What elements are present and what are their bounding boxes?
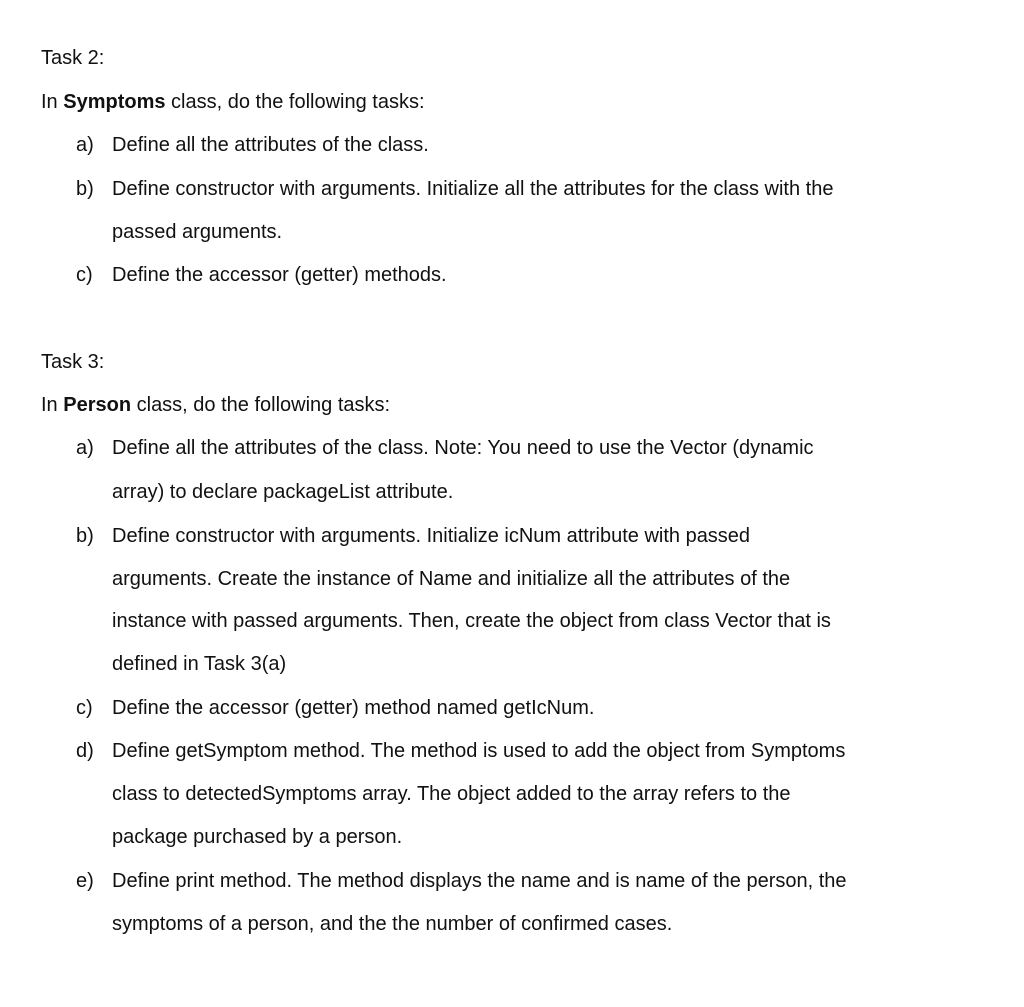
task3-item-c-text: Define the accessor (getter) method named getIcNum. <box>112 697 595 719</box>
task3-item-a-marker: a) <box>76 437 94 459</box>
task2-item-c-marker: c) <box>76 264 93 286</box>
task3-item-d-text-cont-2: package purchased by a person. <box>112 826 403 848</box>
task2-intro <box>41 90 425 114</box>
task2-heading: Task 2: <box>41 47 105 69</box>
task2-item-c-text: Define the accessor (getter) methods. <box>112 264 447 286</box>
task2-class-name: Symptoms <box>63 91 166 113</box>
task2-item-b-text: Define constructor with arguments. Initialize all the attributes for the class with the <box>112 178 834 200</box>
task3-item-c-marker: c) <box>76 697 93 719</box>
task3-item-b-text-cont-3: defined in Task 3(a) <box>112 653 287 675</box>
task3-item-b-text-cont-1: arguments. Create the instance of Name and initialize all the attributes of the <box>112 568 791 590</box>
task2-item-a-text: Define all the attributes of the class. <box>112 134 429 156</box>
task3-intro-prefix: In <box>41 394 64 416</box>
task2-intro-suffix: class, do the following tasks: <box>165 91 425 113</box>
task3-item-d-marker: d) <box>76 740 94 762</box>
task3-intro-suffix: class, do the following tasks: <box>131 394 391 416</box>
task3-heading: Task 3: <box>41 351 105 373</box>
task3-item-b-text-cont-2: instance with passed arguments. Then, create the object from class Vector that is <box>112 610 831 632</box>
task3-item-e-text-cont: symptoms of a person, and the the number of confirmed cases. <box>112 913 673 935</box>
task2-item-b-marker: b) <box>76 178 94 200</box>
task3-item-a-text-cont: array) to declare packageList attribute. <box>112 481 454 503</box>
task3-item-e-marker: e) <box>76 870 94 892</box>
task3-item-a-text: Define all the attributes of the class. Note: You need to use the Vector (dynamic <box>112 437 814 459</box>
task3-item-b-marker: b) <box>76 525 94 547</box>
task2-item-a-marker: a) <box>76 134 94 156</box>
task3-item-d-text: Define getSymptom method. The method is used to add the object from Symptoms <box>112 740 846 762</box>
task2-item-b-text-cont: passed arguments. <box>112 221 283 243</box>
task3-item-b-text: Define constructor with arguments. Initialize icNum attribute with passed <box>112 525 751 547</box>
task3-item-d-text-cont-1: class to detectedSymptoms array. The object added to the array refers to the <box>112 783 791 805</box>
task2-intro-prefix: In <box>41 91 64 113</box>
task3-item-e-text: Define print method. The method displays the name and is name of the person, the <box>112 870 847 892</box>
task3-intro <box>41 393 390 417</box>
task3-class-name: Person <box>63 394 132 416</box>
